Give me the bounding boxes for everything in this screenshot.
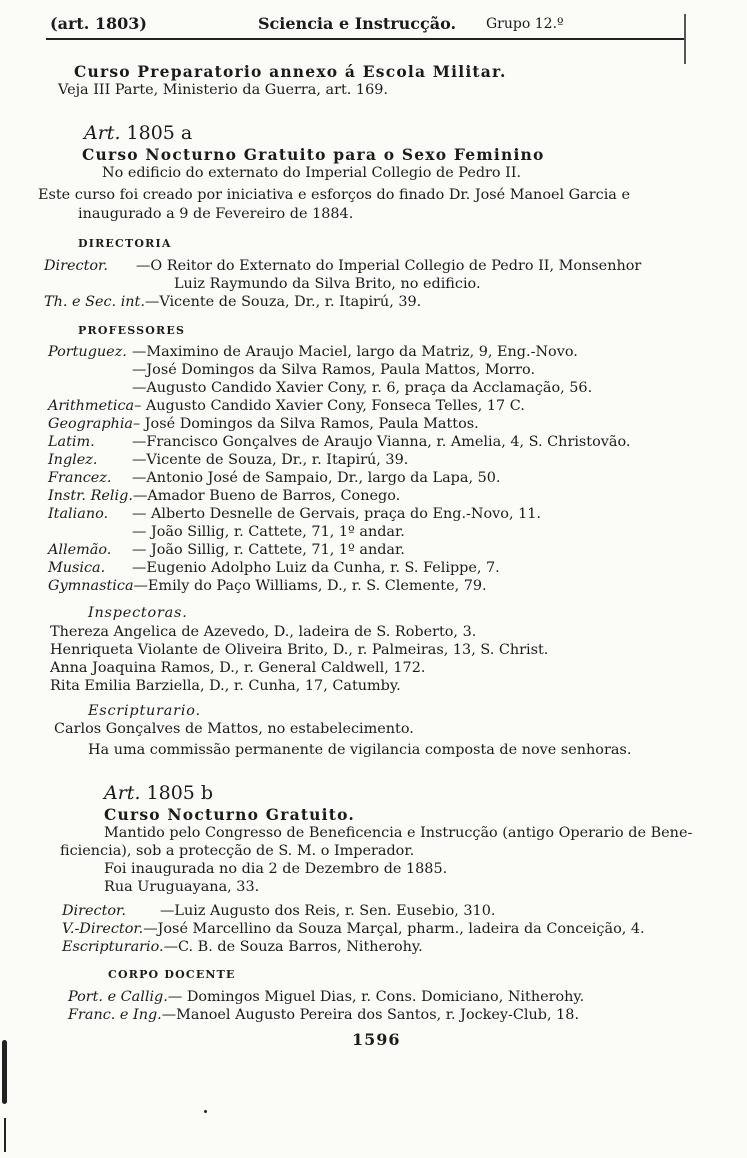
staff-label: Escripturario. <box>62 939 164 955</box>
professor-text: —Amador Bueno de Barros, Conego. <box>132 488 401 504</box>
art-b-desc-line3: Foi inaugurada no dia 2 de Dezembro de 1885. <box>104 861 448 877</box>
professor-label: Instr. Relig. <box>48 488 133 504</box>
staff-text: —Luiz Augusto dos Reis, r. Sen. Eusebio, 310. <box>160 903 496 919</box>
professor-row <box>48 434 630 450</box>
professor-row <box>48 452 408 468</box>
commission-note: Ha uma commissão permanente de vigilancia composta de nove senhoras. <box>88 742 632 758</box>
scan-artifact-dot <box>204 1110 207 1113</box>
docente-text: — Domingos Miguel Dias, r. Cons. Domiciano, Nitherohy. <box>167 989 585 1005</box>
director-text-cont: Luiz Raymundo da Silva Brito, no edificio. <box>174 276 481 292</box>
docente-label: Franc. e Ing. <box>68 1007 162 1023</box>
professor-label: Latim. <box>48 434 95 450</box>
sec1-title: Curso Preparatorio annexo á Escola Militar. <box>74 62 507 81</box>
professor-label: Francez. <box>48 470 112 486</box>
professor-label: Portuguez. <box>48 344 127 360</box>
professor-label: Gymnastica <box>48 578 134 594</box>
art-a-heading <box>84 122 192 144</box>
scan-artifact-edge <box>684 14 686 64</box>
inspectoras-heading: Inspectoras. <box>88 605 188 621</box>
art-a-title: Curso Nocturno Gratuito para o Sexo Feminino <box>82 145 545 164</box>
art-b-label: Art. <box>104 782 141 804</box>
staff-label: Director. <box>62 903 126 919</box>
professor-row <box>48 362 535 378</box>
art-a-location: No edificio do externato do Imperial Collegio de Pedro II. <box>102 165 522 181</box>
professor-row <box>48 488 400 504</box>
inspectora-item: Rita Emilia Barziella, D., r. Cunha, 17, Catumby. <box>50 678 401 694</box>
art-b-title: Curso Nocturno Gratuito. <box>104 805 355 824</box>
art-b-number: 1805 b <box>146 782 214 804</box>
director-row <box>44 258 641 274</box>
art-b-address: Rua Uruguayana, 33. <box>104 879 260 895</box>
staff-row <box>62 921 645 937</box>
inspectora-item: Anna Joaquina Ramos, D., r. General Caldwell, 172. <box>50 660 426 676</box>
professor-label: Inglez. <box>48 452 98 468</box>
header-rule <box>46 38 686 40</box>
professor-text: — João Sillig, r. Cattete, 71, 1º andar. <box>132 542 405 558</box>
professor-text: —Antonio José de Sampaio, Dr., largo da Lapa, 50. <box>132 470 501 486</box>
director-text: —O Reitor do Externato do Imperial Collegio de Pedro II, Monsenhor <box>136 258 642 274</box>
professor-text: —Augusto Candido Xavier Cony, r. 6, praça da Acclamação, 56. <box>132 380 593 396</box>
professor-row <box>48 506 541 522</box>
scan-artifact-line <box>4 1118 6 1152</box>
inspectora-item: Thereza Angelica de Azevedo, D., ladeira de S. Roberto, 3. <box>50 624 477 640</box>
professor-label: Geographia <box>48 416 134 432</box>
thsec-label: Th. e Sec. int. <box>44 294 145 310</box>
art-a-number: 1805 a <box>126 122 193 144</box>
thsec-row <box>44 294 421 310</box>
professor-row <box>48 524 405 540</box>
staff-row <box>62 903 495 919</box>
corpo-docente-heading: CORPO DOCENTE <box>108 968 236 981</box>
header-section-title: Sciencia e Instrucção. <box>258 14 457 33</box>
staff-row <box>62 939 423 955</box>
professor-row <box>48 398 525 414</box>
docente-row <box>68 1007 579 1023</box>
art-a-desc-line1: Este curso foi creado por iniciativa e esforços do finado Dr. José Manoel Garcia e <box>38 187 630 203</box>
professor-text: —Vicente de Souza, Dr., r. Itapirú, 39. <box>132 452 409 468</box>
inspectora-item: Henriqueta Violante de Oliveira Brito, D., r. Palmeiras, 13, S. Christ. <box>50 642 549 658</box>
professor-text: —José Domingos da Silva Ramos, Paula Mattos, Morro. <box>132 362 536 378</box>
docente-text: —Manoel Augusto Pereira dos Santos, r. Jockey-Club, 18. <box>161 1007 580 1023</box>
scan-artifact-mark <box>2 1040 7 1104</box>
professor-label: Arithmetica <box>48 398 135 414</box>
professor-text: — João Sillig, r. Cattete, 71, 1º andar. <box>132 524 405 540</box>
directoria-heading: DIRECTORIA <box>78 237 172 250</box>
professor-row <box>48 542 405 558</box>
docente-row <box>68 989 584 1005</box>
professor-row <box>48 344 578 360</box>
staff-text: —José Marcellino da Souza Marçal, pharm., ladeira da Conceição, 4. <box>143 921 645 937</box>
thsec-text: —Vicente de Souza, Dr., r. Itapirú, 39. <box>144 294 422 310</box>
professor-text: – José Domingos da Silva Ramos, Paula Mattos. <box>133 416 479 432</box>
professores-heading: PROFESSORES <box>78 324 186 337</box>
escripturario-text: Carlos Gonçalves de Mattos, no estabelecimento. <box>54 721 414 737</box>
professor-row <box>48 578 487 594</box>
professor-row <box>48 560 500 576</box>
professor-text: —Francisco Gonçalves de Araujo Vianna, r. Amelia, 4, S. Christovão. <box>132 434 631 450</box>
docente-label: Port. e Callig. <box>68 989 168 1005</box>
art-b-heading <box>104 782 213 804</box>
art-b-desc-line2: ficiencia), sob a protecção de S. M. o Imperador. <box>60 843 415 859</box>
header-group: Grupo 12.º <box>486 16 564 32</box>
professor-text: —Emily do Paço Williams, D., r. S. Clemente, 79. <box>133 578 487 594</box>
art-a-desc-line2: inaugurado a 9 de Fevereiro de 1884. <box>78 206 354 222</box>
professor-label: Musica. <box>48 560 106 576</box>
sec1-ref: Veja III Parte, Ministerio da Guerra, art. 169. <box>58 82 388 98</box>
art-b-desc-line1: Mantido pelo Congresso de Beneficencia e Instrucção (antigo Operario de Bene- <box>104 825 693 841</box>
professor-row <box>48 380 592 396</box>
art-a-label: Art. <box>84 122 121 144</box>
page-number: 1596 <box>352 1030 401 1049</box>
header-article-ref: (art. 1803) <box>50 14 147 33</box>
staff-label: V.-Director. <box>62 921 144 937</box>
professor-label: Italiano. <box>48 506 109 522</box>
escripturario-heading: Escripturario. <box>88 703 201 719</box>
professor-text: – Augusto Candido Xavier Cony, Fonseca Telles, 17 C. <box>134 398 525 414</box>
staff-text: —C. B. de Souza Barros, Nitherohy. <box>163 939 423 955</box>
professor-text: —Eugenio Adolpho Luiz da Cunha, r. S. Felippe, 7. <box>132 560 500 576</box>
professor-text: — Alberto Desnelle de Gervais, praça do Eng.-Novo, 11. <box>132 506 541 522</box>
professor-row <box>48 416 479 432</box>
professor-text: —Maximino de Araujo Maciel, largo da Matriz, 9, Eng.-Novo. <box>132 344 578 360</box>
professor-row <box>48 470 501 486</box>
director-label: Director. <box>44 258 108 274</box>
professor-label: Allemão. <box>48 542 112 558</box>
